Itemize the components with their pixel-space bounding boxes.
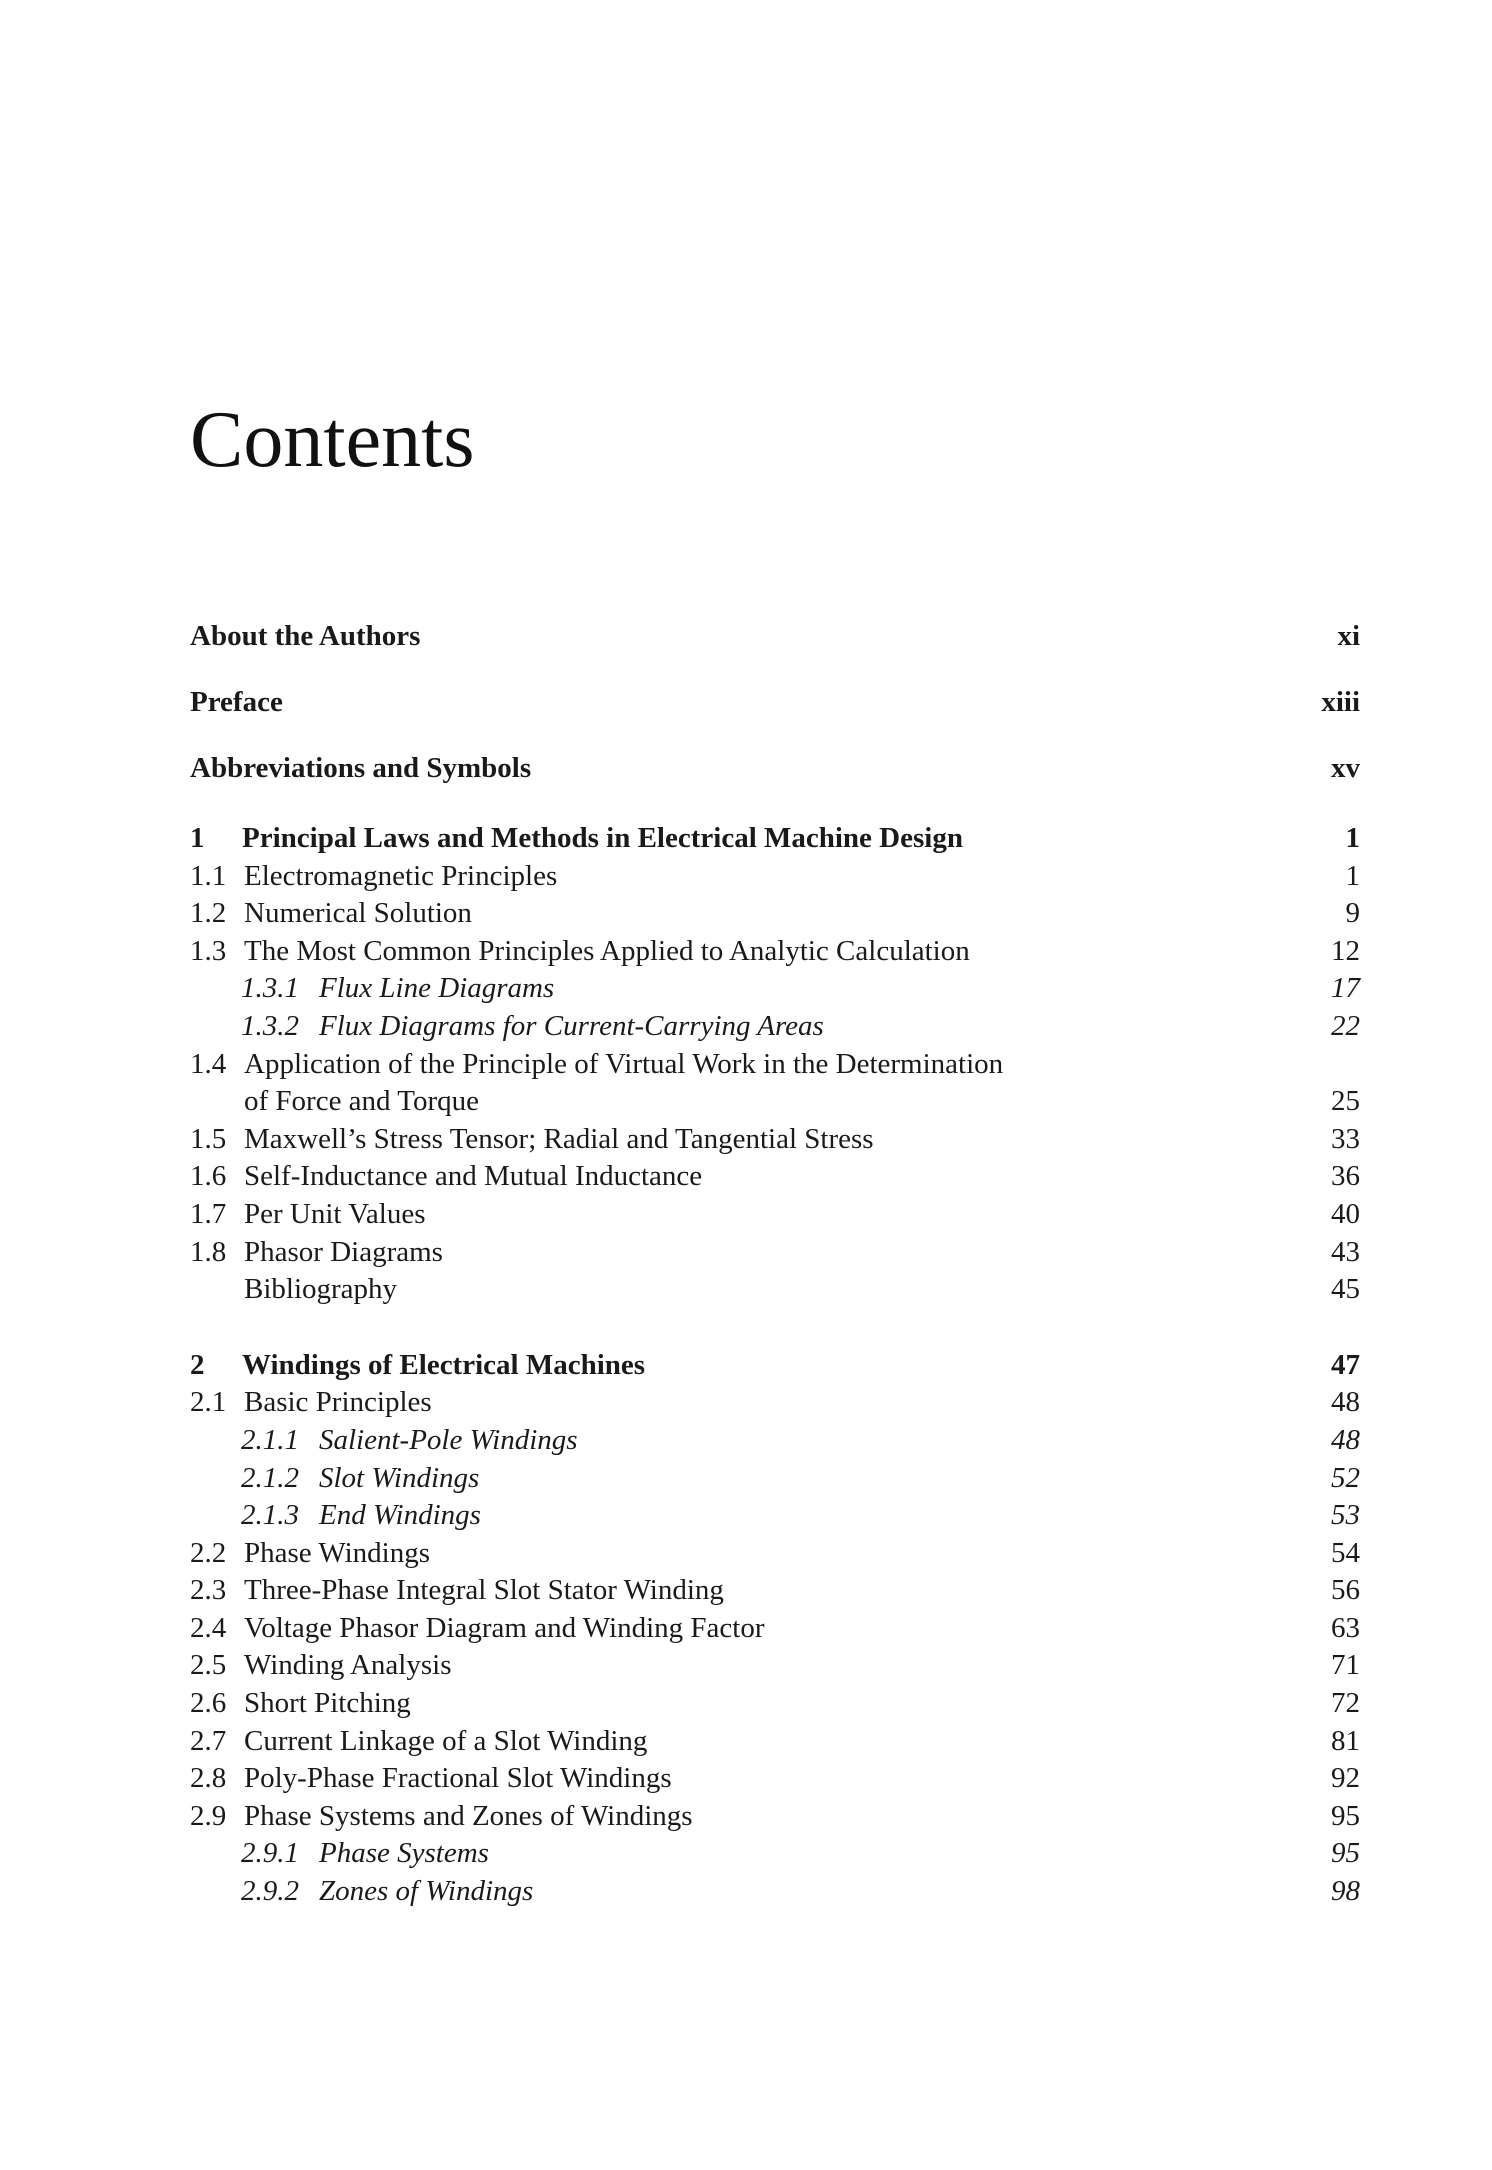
toc-entry-page: 1 (1345, 859, 1360, 892)
toc-entry-title: Abbreviations and Symbols (190, 752, 532, 784)
toc-entry[interactable] (190, 858, 1360, 896)
toc-entry[interactable] (190, 1835, 1360, 1873)
toc-entry-number: 2.1.2 (241, 1461, 299, 1494)
toc-entry-bibliography[interactable] (190, 1271, 1360, 1309)
toc-entry[interactable] (190, 1196, 1360, 1234)
toc-entry[interactable] (190, 1008, 1360, 1046)
toc-entry-title: Phasor Diagrams (244, 1235, 443, 1268)
toc-chapter-1[interactable] (190, 820, 1360, 858)
toc-entry-title: Maxwell’s Stress Tensor; Radial and Tangential Stress (244, 1122, 874, 1155)
toc-entry-page: 81 (1331, 1724, 1360, 1757)
toc-entry-number: 1.4 (190, 1047, 227, 1080)
toc-entry-title: End Windings (319, 1499, 481, 1532)
toc-entry[interactable] (190, 970, 1360, 1008)
toc-entry[interactable] (190, 1460, 1360, 1498)
toc-entry-about-authors[interactable] (190, 612, 1360, 678)
toc-entry-number: 2.1.1 (241, 1423, 299, 1456)
toc-entry[interactable] (190, 1873, 1360, 1911)
toc-entry-number: 2.5 (190, 1649, 227, 1682)
toc-entry-number: 2.8 (190, 1762, 227, 1795)
toc-entry-title: Phase Systems (319, 1837, 489, 1870)
toc-entry[interactable] (190, 1046, 1360, 1084)
toc-entry-page: xiii (1321, 686, 1360, 718)
toc-entry[interactable] (190, 933, 1360, 971)
toc-entry[interactable] (190, 1723, 1360, 1761)
toc-entry-title: Preface (190, 686, 283, 718)
toc-entry[interactable] (190, 1760, 1360, 1798)
toc-entry-page: 12 (1331, 934, 1360, 967)
toc-entry-number: 2.2 (190, 1536, 227, 1569)
toc-entry-number: 2.4 (190, 1611, 227, 1644)
toc-entry-title: Voltage Phasor Diagram and Winding Factor (244, 1611, 765, 1644)
toc-entry-page: 98 (1331, 1875, 1360, 1908)
toc-chapter-number: 1 (190, 822, 205, 854)
toc-entry-number: 1.1 (190, 859, 227, 892)
toc-entry-page: 72 (1331, 1687, 1360, 1720)
toc-entry-title: of Force and Torque (244, 1085, 480, 1118)
toc-entry-abbreviations[interactable] (190, 744, 1360, 810)
toc-entry-number: 1.3.2 (241, 1009, 299, 1042)
toc-entry-page: 40 (1331, 1197, 1360, 1230)
toc-entry-preface[interactable] (190, 678, 1360, 744)
toc-entry-title: Phase Windings (244, 1536, 430, 1569)
toc-entry-number: 1.3.1 (241, 972, 299, 1005)
toc-entry[interactable] (190, 1384, 1360, 1422)
toc-entry-page: 71 (1331, 1649, 1360, 1682)
toc-entry-number: 1.2 (190, 897, 227, 930)
toc-entry-title: About the Authors (190, 620, 421, 652)
toc-entry-number: 1.8 (190, 1235, 227, 1268)
toc-entry-number: 2.3 (190, 1574, 227, 1607)
toc-entry-page: 45 (1331, 1273, 1360, 1306)
toc-entry-title: Electromagnetic Principles (244, 859, 558, 892)
toc-entry-page: 48 (1331, 1386, 1360, 1419)
toc-chapter-number: 2 (190, 1348, 205, 1381)
toc-chapter-page: 47 (1331, 1348, 1360, 1381)
toc-entry[interactable] (190, 1497, 1360, 1535)
toc-entry-page: xv (1331, 752, 1360, 784)
toc-entry-title: Current Linkage of a Slot Winding (244, 1724, 648, 1757)
toc-entry-title: Flux Diagrams for Current-Carrying Areas (319, 1009, 824, 1042)
toc-entry[interactable] (190, 1158, 1360, 1196)
toc-entry-title: Slot Windings (319, 1461, 480, 1494)
toc-entry-title: Short Pitching (244, 1687, 411, 1720)
toc-entry-title: Bibliography (244, 1273, 398, 1306)
toc-entry-number: 2.9.1 (241, 1837, 299, 1870)
toc-entry-number: 2.1.3 (241, 1499, 299, 1532)
toc-entry[interactable] (190, 1535, 1360, 1573)
toc-entry-page: xi (1337, 620, 1360, 652)
toc-entry-title: The Most Common Principles Applied to Analytic Calculation (244, 934, 970, 967)
toc-entry-page: 53 (1331, 1499, 1360, 1532)
toc-entry-title: Basic Principles (244, 1386, 432, 1419)
page-title: Contents (190, 396, 475, 484)
toc-entry-title: Salient-Pole Windings (319, 1423, 578, 1456)
toc-entry-title: Per Unit Values (244, 1197, 426, 1230)
toc-entry-page: 25 (1331, 1085, 1360, 1118)
toc-entry[interactable] (190, 1610, 1360, 1648)
toc-entry-number: 2.6 (190, 1687, 227, 1720)
toc-entry-page: 36 (1331, 1160, 1360, 1193)
toc-entry-title: Flux Line Diagrams (319, 972, 555, 1005)
toc-entry-page: 43 (1331, 1235, 1360, 1268)
toc-entry-number: 2.9.2 (241, 1875, 299, 1908)
toc-entry-title: Application of the Principle of Virtual Work in the Determination (244, 1047, 1004, 1080)
toc-entry-number: 2.1 (190, 1386, 227, 1419)
table-of-contents (190, 612, 1360, 1911)
toc-entry-title: Numerical Solution (244, 897, 472, 930)
toc-entry-number: 1.7 (190, 1197, 227, 1230)
toc-entry[interactable] (190, 1798, 1360, 1836)
toc-entry-title: Phase Systems and Zones of Windings (244, 1799, 693, 1832)
toc-entry[interactable] (190, 1572, 1360, 1610)
toc-entry-title: Poly-Phase Fractional Slot Windings (244, 1762, 672, 1795)
toc-chapter-title: Windings of Electrical Machines (242, 1348, 646, 1381)
toc-entry-page: 56 (1331, 1574, 1360, 1607)
toc-entry-page: 48 (1331, 1423, 1360, 1456)
toc-entry-number: 1.6 (190, 1160, 227, 1193)
toc-chapter-title: Principal Laws and Methods in Electrical Machine Design (242, 822, 963, 854)
toc-chapter-page: 1 (1345, 822, 1360, 854)
toc-entry-page: 95 (1331, 1837, 1360, 1870)
toc-entry[interactable] (190, 1685, 1360, 1723)
toc-entry-page: 63 (1331, 1611, 1360, 1644)
toc-entry-title: Self-Inductance and Mutual Inductance (244, 1160, 703, 1193)
toc-entry-number: 1.3 (190, 934, 227, 967)
toc-entry-page: 52 (1331, 1461, 1360, 1494)
toc-entry-page: 9 (1345, 897, 1360, 930)
toc-entry-page: 95 (1331, 1799, 1360, 1832)
toc-entry-page: 17 (1331, 972, 1360, 1005)
toc-entry-title: Winding Analysis (244, 1649, 452, 1682)
toc-entry[interactable] (190, 1647, 1360, 1685)
toc-entry[interactable] (190, 895, 1360, 933)
toc-entry-page: 54 (1331, 1536, 1360, 1569)
toc-entry-title: Three-Phase Integral Slot Stator Winding (244, 1574, 724, 1607)
toc-entry-number: 2.7 (190, 1724, 227, 1757)
toc-entry-number: 2.9 (190, 1799, 227, 1832)
toc-entry[interactable] (190, 1121, 1360, 1159)
toc-entry[interactable] (190, 1422, 1360, 1460)
toc-entry-title: Zones of Windings (319, 1875, 534, 1908)
toc-entry-page: 22 (1331, 1009, 1360, 1042)
toc-entry-continuation[interactable] (190, 1083, 1360, 1121)
toc-chapter-2[interactable] (190, 1347, 1360, 1385)
toc-entry-page: 33 (1331, 1122, 1360, 1155)
toc-entry[interactable] (190, 1234, 1360, 1272)
toc-entry-number: 1.5 (190, 1122, 227, 1155)
toc-entry-page: 92 (1331, 1762, 1360, 1795)
